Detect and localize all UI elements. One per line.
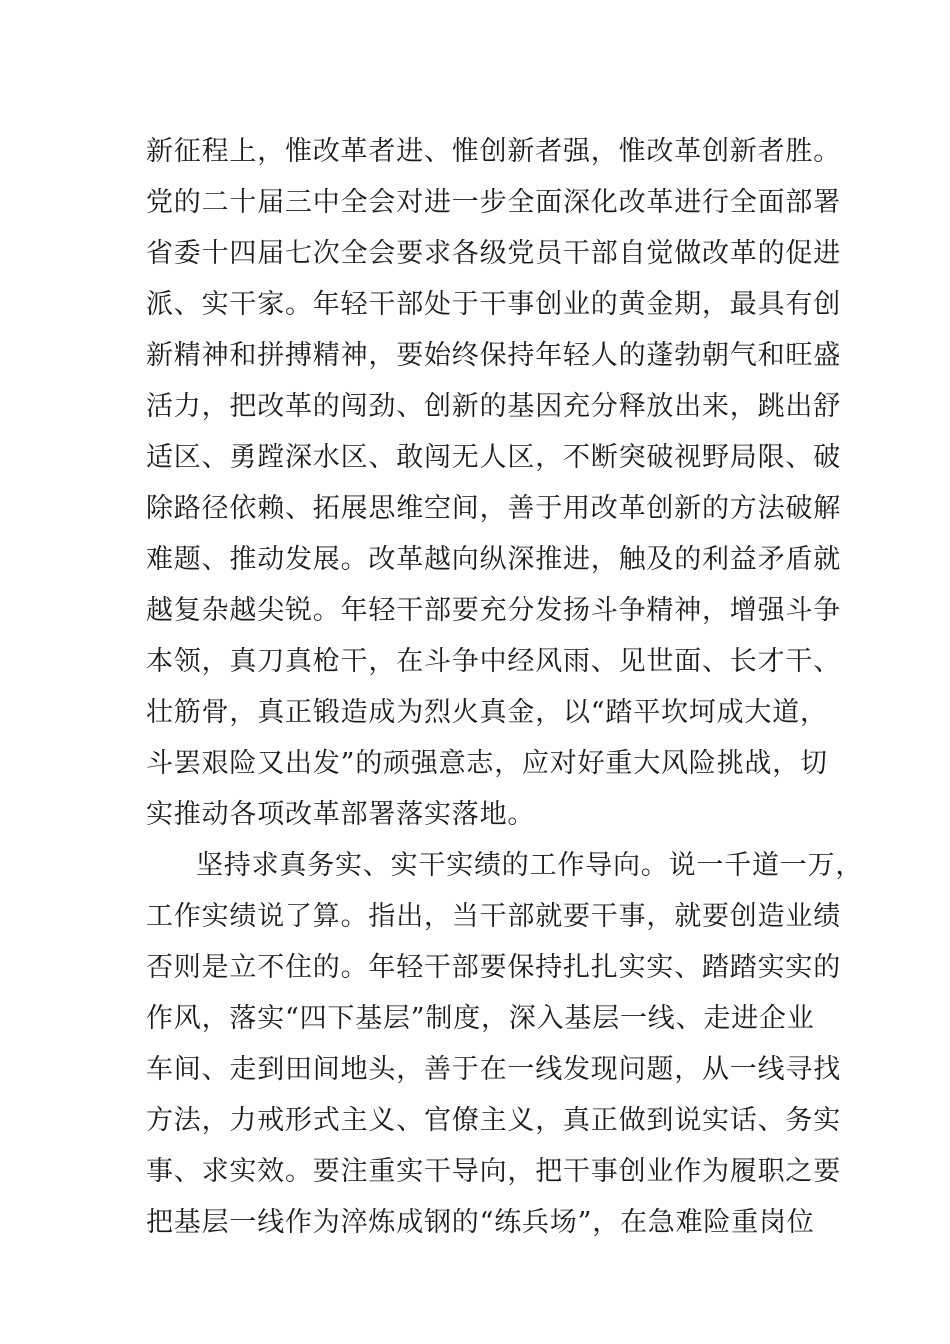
text-line: 党的二十届三中全会对进一步全面深化改革进行全面部署 bbox=[146, 187, 841, 218]
text-line: 把基层一线作为淬炼成钢的“练兵场”，在急难险重岗位 bbox=[146, 1207, 815, 1238]
text-line: 作风，落实“四下基层”制度，深入基层一线、走进企业 bbox=[146, 1003, 815, 1034]
text-line: 壮筋骨，真正锻造成为烈火真金，以“踏平坎坷成大道， bbox=[146, 697, 828, 728]
text-line: 方法，力戒形式主义、官僚主义，真正做到说实话、务实 bbox=[146, 1105, 841, 1136]
text-line: 本领，真刀真枪干，在斗争中经风雨、见世面、长才干、 bbox=[146, 646, 841, 677]
text-line: 省委十四届七次全会要求各级党员干部自觉做改革的促进 bbox=[146, 238, 841, 269]
text-line: 否则是立不住的。年轻干部要保持扎扎实实、踏踏实实的 bbox=[146, 952, 841, 983]
paragraph-first-line: 坚持求真务实、实干实绩的工作导向。说一千道一万， bbox=[196, 850, 864, 881]
text-line: 适区、勇蹚深水区、敢闯无人区，不断突破视野局限、破 bbox=[146, 442, 841, 473]
text-line: 实推动各项改革部署落实落地。 bbox=[146, 799, 536, 830]
text-line: 事、求实效。要注重实干导向，把干事创业作为履职之要 bbox=[146, 1156, 841, 1187]
text-line: 活力，把改革的闯劲、创新的基因充分释放出来，跳出舒 bbox=[146, 391, 841, 422]
text-line: 车间、走到田间地头，善于在一线发现问题，从一线寻找 bbox=[146, 1054, 841, 1085]
text-line: 新精神和拼搏精神，要始终保持年轻人的蓬勃朝气和旺盛 bbox=[146, 340, 841, 371]
text-line: 新征程上，惟改革者进、惟创新者强，惟改革创新者胜。 bbox=[146, 136, 841, 167]
text-line: 越复杂越尖锐。年轻干部要充分发扬斗争精神，增强斗争 bbox=[146, 595, 841, 626]
text-line: 难题、推动发展。改革越向纵深推进，触及的利益矛盾就 bbox=[146, 544, 841, 575]
text-line: 除路径依赖、拓展思维空间，善于用改革创新的方法破解 bbox=[146, 493, 841, 524]
text-line: 斗罢艰险又出发”的顽强意志，应对好重大风险挑战，切 bbox=[146, 748, 828, 779]
text-line: 派、实干家。年轻干部处于干事创业的黄金期，最具有创 bbox=[146, 289, 841, 320]
text-line: 工作实绩说了算。指出，当干部就要干事，就要创造业绩 bbox=[146, 901, 841, 932]
